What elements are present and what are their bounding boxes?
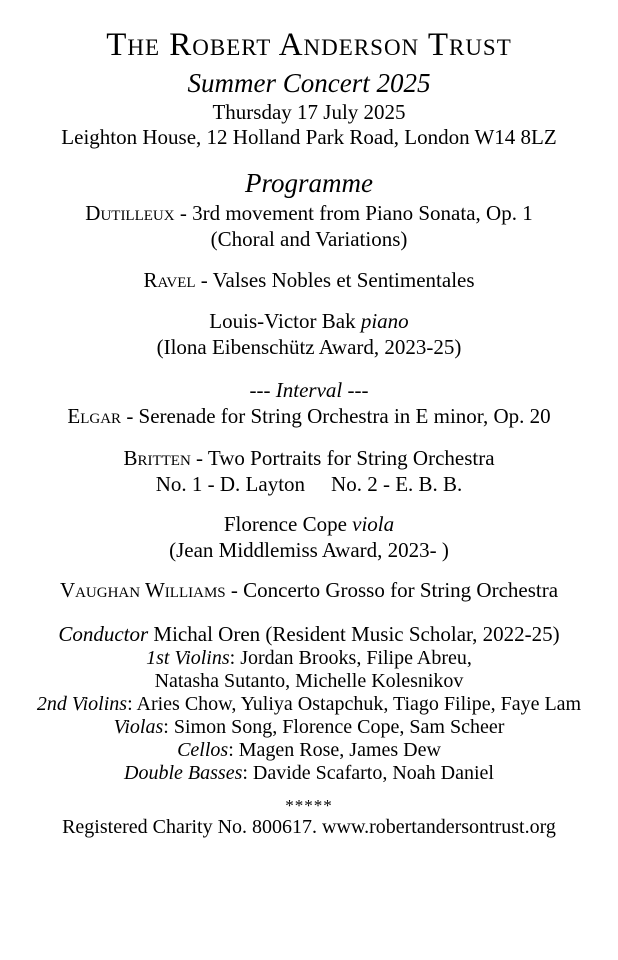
composer-name: Ravel [143,268,196,292]
composer-name: Britten [123,446,191,470]
event-venue: Leighton House, 12 Holland Park Road, London W14 8LZ [61,125,557,149]
work-line [8,200,610,226]
work-title: - Concerto Grosso for String Orchestra [225,578,559,602]
section-names: : Jordan Brooks, Filipe Abreu, [229,647,472,669]
orchestra-roster [8,647,610,785]
divider-stars: ***** [285,796,333,815]
roster-double-basses [8,762,610,785]
work-britten [8,445,610,497]
work-line [8,445,610,471]
conductor-name: Michal Oren (Resident Music Scholar, 2022-25) [148,622,560,646]
section-label: Double Basses [124,762,243,784]
work-title: - Valses Nobles et Sentimentales [195,268,475,292]
page-title: The Robert Anderson Trust [106,27,512,63]
section-label: 2nd Violins [36,693,128,715]
composer-name: Dutilleux [85,201,175,225]
work-line [8,403,610,429]
work-vaughan-williams [8,577,610,603]
performer-award: (Ilona Eibenschütz Award, 2023-25) [156,335,462,359]
section-label: Violas [113,716,164,738]
performer-instrument: piano [360,309,409,333]
interval-line: --- Interval --- [249,378,369,402]
composer-name: Vaughan Williams [59,578,226,602]
work-elgar [8,403,610,429]
event-info [8,100,610,150]
charity-line: Registered Charity No. 800617. www.robertandersontrust.org [62,816,556,838]
movement-1: No. 1 - D. Layton [155,472,306,496]
programme-heading: Programme [245,168,373,198]
performer-viola [8,511,610,563]
roster-second-violins [8,693,610,716]
performer-award: (Jean Middlemiss Award, 2023- ) [169,538,449,562]
work-ravel [8,267,610,293]
performer-line [8,308,610,334]
work-title: - 3rd movement from Piano Sonata, Op. 1 [174,201,533,225]
performer-line [8,511,610,537]
roster-violas [8,716,610,739]
work-note: (Choral and Variations) [210,227,408,251]
work-dutilleux [8,200,610,252]
section-names: : Magen Rose, James Dew [228,739,441,761]
event-date: Thursday 17 July 2025 [212,100,406,124]
performer-name: Florence Cope [223,512,347,536]
roster-cellos [8,739,610,762]
conductor-label: Conductor [58,622,149,646]
work-line [8,577,610,603]
section-label: Cellos [177,739,229,761]
work-line [8,267,610,293]
composer-name: Elgar [67,404,122,428]
performer-piano [8,308,610,360]
performer-name: Louis-Victor Bak [209,309,356,333]
section-label: 1st Violins [146,647,230,669]
roster-first-violins-cont: Natasha Sutanto, Michelle Kolesnikov [154,670,464,692]
work-title: - Two Portraits for String Orchestra [190,446,495,470]
work-title: - Serenade for String Orchestra in E minor, Op. 20 [121,404,551,428]
work-movements [8,471,610,497]
movement-2: No. 2 - E. B. B. [331,472,463,496]
conductor-line [8,621,610,647]
roster-first-violins [8,647,610,670]
concert-subtitle: Summer Concert 2025 [187,68,431,98]
section-names: : Aries Chow, Yuliya Ostapchuk, Tiago Filipe, Faye Lam [127,693,582,715]
section-names: : Simon Song, Florence Cope, Sam Scheer [163,716,505,738]
section-names: : Davide Scafarto, Noah Daniel [242,762,494,784]
performer-instrument: viola [352,512,395,536]
